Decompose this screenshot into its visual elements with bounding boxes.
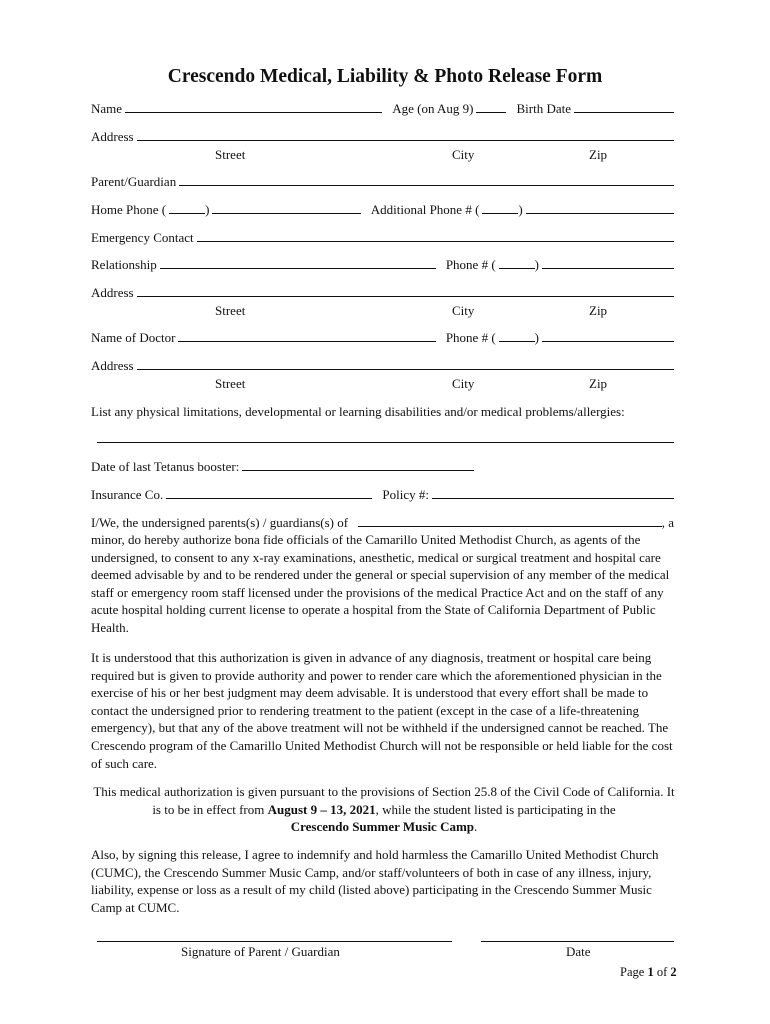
emergency-address-label: Address <box>91 285 134 300</box>
camp-dates: August 9 – 13, 2021 <box>267 801 376 817</box>
limitations-label-row <box>91 404 674 422</box>
effective-text: This medical authorization is given pursuant to the provisions of Section 25.8 of the Civil Code of California. It is to be in effect from <box>93 784 675 817</box>
signature-field[interactable] <box>97 941 452 942</box>
tetanus-label: Date of last Tetanus booster: <box>91 459 240 474</box>
effective-text-b: , while the student listed is participating in the <box>375 801 616 817</box>
additional-area-code-field[interactable] <box>482 202 518 214</box>
doctor-phone-paren: ) <box>534 330 539 345</box>
doctor-address-field[interactable] <box>137 358 674 370</box>
relationship-label: Relationship <box>91 257 157 272</box>
address-row <box>91 129 674 147</box>
address-label: Address <box>91 129 134 144</box>
page-prefix: Page <box>620 965 645 979</box>
additional-phone-label: Additional Phone # ( <box>370 202 480 217</box>
form-title: Crescendo Medical, Liability & Photo Release Form <box>167 66 603 87</box>
indemnify-paragraph: Also, by signing this release, I agree to indemnify and hold harmless the Camarillo United Methodist Church (CUMC), the Crescendo Summer Music Camp, and/or staff/volunteers of both in case of any illness, injury, liability, expense or loss as a result of my child (listed above) participating in the Crescendo Summer Music Camp at CUMC. <box>91 847 659 915</box>
camp-name: Crescendo Summer Music Camp <box>290 819 475 835</box>
city-caption: City <box>452 303 475 318</box>
understanding-paragraph: It is understood that this authorization is given in advance of any diagnosis, treatment or hospital care being required but is given to provide authority and power to render care which the aforementioned physician in the exercise of his or her best judgment may deem advisable. It is understood that every effort shall be made to contact the undersigned prior to rendering treatment to the patient (except in the case of a life-threatening emergency), but that any of the above treatment will not be withheld if the undersigned cannot be reached. The Crescendo program of the Camarillo United Methodist Church will not be responsible or held liable for the cost of such care. <box>91 650 673 771</box>
page-current: 1 <box>647 965 654 979</box>
doctor-row <box>91 330 674 348</box>
consent-intro-end: , a <box>661 515 674 530</box>
date-label: Date <box>566 944 591 959</box>
emergency-address-row <box>91 285 674 303</box>
consent-intro: I/We, the undersigned parents(s) / guardians(s) of <box>91 515 349 530</box>
street-caption: Street <box>215 303 246 318</box>
parent-label: Parent/Guardian <box>91 174 177 189</box>
insurance-row <box>91 487 674 505</box>
emergency-phone-paren: ) <box>534 257 539 272</box>
zip-caption: Zip <box>589 147 608 162</box>
relationship-row <box>91 257 674 275</box>
emergency-row <box>91 230 674 248</box>
home-phone-label: Home Phone ( <box>91 202 167 217</box>
parent-row <box>91 174 674 192</box>
period: . <box>474 819 478 835</box>
home-phone-field[interactable] <box>212 202 360 214</box>
zip-caption: Zip <box>589 303 608 318</box>
date-field[interactable] <box>481 941 674 942</box>
additional-phone-paren: ) <box>518 202 523 217</box>
additional-phone-field[interactable] <box>526 202 674 214</box>
doctor-label: Name of Doctor <box>91 330 176 345</box>
policy-field[interactable] <box>432 487 674 499</box>
street-caption: Street <box>215 376 246 391</box>
insurance-label: Insurance Co. <box>91 487 164 502</box>
doctor-address-label: Address <box>91 358 134 373</box>
policy-label: Policy #: <box>382 487 429 502</box>
city-caption: City <box>452 147 475 162</box>
doctor-address-row <box>91 358 674 376</box>
tetanus-row <box>91 459 674 477</box>
doctor-phone-label: Phone # ( <box>445 330 496 345</box>
effective-dates-paragraph <box>88 783 680 836</box>
home-area-code-field[interactable] <box>169 202 205 214</box>
phone-row <box>91 202 674 220</box>
emergency-label: Emergency Contact <box>91 230 194 245</box>
name-row <box>91 101 674 119</box>
parent-field[interactable] <box>179 174 674 186</box>
minor-name-field[interactable] <box>358 515 662 527</box>
address-field[interactable] <box>137 129 674 141</box>
age-label: Age (on Aug 9) <box>392 101 474 116</box>
limitations-label: List any physical limitations, developmental or learning disabilities and/or medical problems/allergies: <box>91 404 625 419</box>
doctor-field[interactable] <box>178 330 435 342</box>
name-field[interactable] <box>125 101 382 113</box>
street-caption: Street <box>215 147 246 162</box>
zip-caption: Zip <box>589 376 608 391</box>
page-number <box>620 965 677 980</box>
emergency-address-field[interactable] <box>137 285 674 297</box>
emergency-field[interactable] <box>197 230 674 242</box>
name-label: Name <box>91 101 123 116</box>
birth-date-label: Birth Date <box>516 101 571 116</box>
limitations-field[interactable] <box>97 431 674 443</box>
page-of: of <box>656 965 668 979</box>
emergency-phone-label: Phone # ( <box>445 257 496 272</box>
age-field[interactable] <box>476 101 506 113</box>
doctor-phone-field[interactable] <box>542 330 674 342</box>
doctor-area-code-field[interactable] <box>499 330 535 342</box>
relationship-field[interactable] <box>160 257 436 269</box>
home-phone-paren: ) <box>205 202 210 217</box>
page-total: 2 <box>670 965 677 979</box>
signature-label: Signature of Parent / Guardian <box>181 944 340 959</box>
birth-date-field[interactable] <box>574 101 674 113</box>
limitations-row <box>97 431 674 449</box>
tetanus-field[interactable] <box>242 459 474 471</box>
city-caption: City <box>452 376 475 391</box>
emergency-phone-field[interactable] <box>542 257 674 269</box>
authorization-paragraph: minor, do hereby authorize bona fide officials of the Camarillo United Methodist Church, as agents of the undersigned, to consent to any x-ray examinations, anesthetic, medical or surgical treatment and hospital care deemed advisable by and to be rendered under the general or special supervision of any member of the medical staff or emergency room staff licensed under the provisions of the medical Practice Act and on the staff of any acute hospital holding current license to operate a hospital from the State of California Department of Public Health. <box>91 532 670 635</box>
emergency-area-code-field[interactable] <box>499 257 535 269</box>
insurance-field[interactable] <box>166 487 372 499</box>
